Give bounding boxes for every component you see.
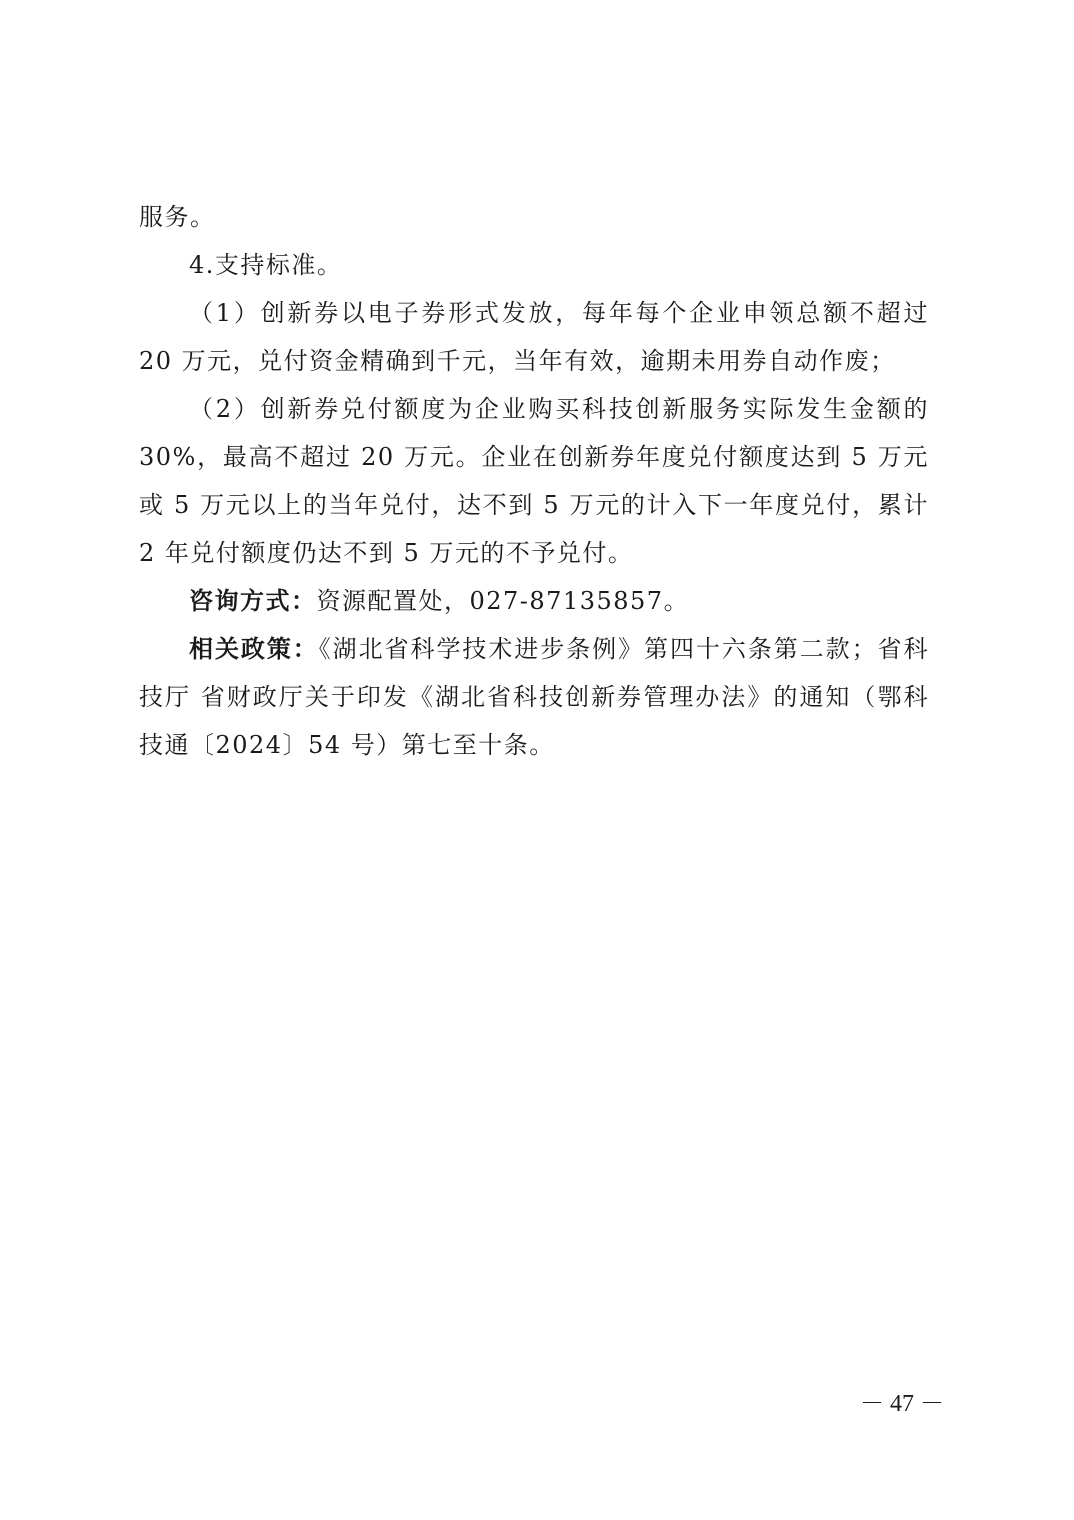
related-policy-text: 《湖北省科学技术进步条例》第四十六条第二款；省科技厅 省财政厅关于印发《湖北省科技创新券管理办法》的通知（鄂科技通〔2024〕54 号）第七至十条。 <box>139 635 930 759</box>
consultation-text: 资源配置处，027-87135857。 <box>316 587 690 615</box>
paragraph-consultation <box>139 577 929 625</box>
consultation-label: 咨询方式： <box>189 587 317 615</box>
related-policy-label: 相关政策： <box>189 635 319 663</box>
paragraph-continuation: 服务。 <box>139 203 216 231</box>
paragraph-item-1: （1）创新券以电子券形式发放，每年每个企业申领总额不超过 20 万元，兑付资金精确到千元，当年有效，逾期未用券自动作废； <box>139 299 929 375</box>
document-body <box>139 193 929 769</box>
paragraph-item-2: （2）创新券兑付额度为企业购买科技创新服务实际发生金额的 30%，最高不超过 20 万元。企业在创新券年度兑付额度达到 5 万元或 5 万元以上的当年兑付，达不到 5 万元的计入下一年度兑付，累计 2 年兑付额度仍达不到 5 万元的不予兑付。 <box>139 395 929 567</box>
page-number: － 47 － <box>860 1391 944 1417</box>
section-heading-support-standard: 4.支持标准。 <box>189 251 343 279</box>
paragraph-related-policy <box>139 625 929 769</box>
